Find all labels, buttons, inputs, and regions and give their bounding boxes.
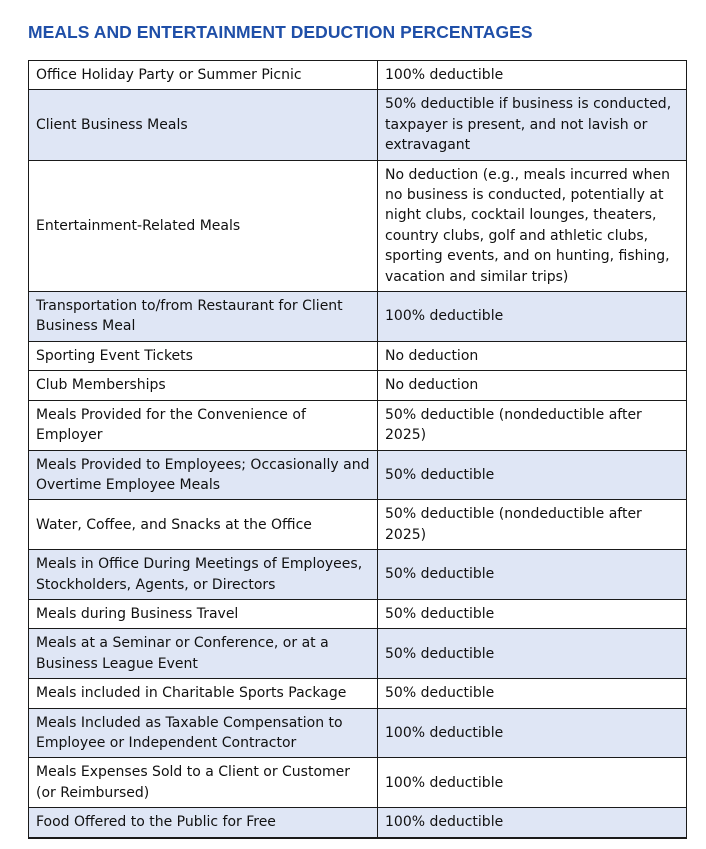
table-row <box>29 808 687 838</box>
item-cell: Food Offered to the Public for Free <box>29 808 378 838</box>
table-row <box>29 708 687 758</box>
table-row <box>29 90 687 160</box>
item-cell: Meals during Business Travel <box>29 599 378 628</box>
table-row <box>29 160 687 291</box>
table-row <box>29 550 687 600</box>
deduction-cell: 100% deductible <box>378 808 687 838</box>
item-cell: Sporting Event Tickets <box>29 341 378 370</box>
table-row <box>29 292 687 342</box>
item-cell: Meals Provided for the Convenience of Employer <box>29 400 378 450</box>
deduction-cell: 50% deductible <box>378 679 687 708</box>
item-cell: Meals Expenses Sold to a Client or Customer (or Reimbursed) <box>29 758 378 808</box>
table-row <box>29 450 687 500</box>
deduction-cell: 50% deductible <box>378 550 687 600</box>
deduction-cell: No deduction <box>378 341 687 370</box>
item-cell: Entertainment-Related Meals <box>29 160 378 291</box>
item-cell: Client Business Meals <box>29 90 378 160</box>
item-cell: Meals included in Charitable Sports Package <box>29 679 378 708</box>
deduction-cell: 100% deductible <box>378 292 687 342</box>
item-cell: Club Memberships <box>29 371 378 400</box>
item-cell: Meals in Office During Meetings of Employees, Stockholders, Agents, or Directors <box>29 550 378 600</box>
deduction-cell: 50% deductible <box>378 629 687 679</box>
item-cell: Meals Provided to Employees; Occasionally and Overtime Employee Meals <box>29 450 378 500</box>
deduction-cell: 50% deductible (nondeductible after 2025) <box>378 500 687 550</box>
deduction-cell: No deduction <box>378 371 687 400</box>
item-cell: Transportation to/from Restaurant for Client Business Meal <box>29 292 378 342</box>
deduction-cell: 100% deductible <box>378 758 687 808</box>
deduction-cell: 50% deductible if business is conducted, taxpayer is present, and not lavish or extravagant <box>378 90 687 160</box>
table-row <box>29 400 687 450</box>
deduction-cell: 100% deductible <box>378 61 687 90</box>
table-row <box>29 341 687 370</box>
deduction-cell: 100% deductible <box>378 708 687 758</box>
deduction-cell: 50% deductible (nondeductible after 2025) <box>378 400 687 450</box>
deduction-cell: No deduction (e.g., meals incurred when no business is conducted, potentially at night clubs, cocktail lounges, theaters, country clubs, golf and athletic clubs, sporting events, and on hunting, fishing, vacation and similar trips) <box>378 160 687 291</box>
table-row <box>29 599 687 628</box>
deduction-cell: 50% deductible <box>378 599 687 628</box>
deduction-table <box>28 60 687 839</box>
page-title: MEALS AND ENTERTAINMENT DEDUCTION PERCENTAGES <box>28 22 533 42</box>
table-row <box>29 758 687 808</box>
item-cell: Water, Coffee, and Snacks at the Office <box>29 500 378 550</box>
deduction-cell: 50% deductible <box>378 450 687 500</box>
table-row <box>29 61 687 90</box>
item-cell: Office Holiday Party or Summer Picnic <box>29 61 378 90</box>
item-cell: Meals Included as Taxable Compensation to Employee or Independent Contractor <box>29 708 378 758</box>
table-row <box>29 679 687 708</box>
table-row <box>29 629 687 679</box>
item-cell: Meals at a Seminar or Conference, or at a Business League Event <box>29 629 378 679</box>
table-row <box>29 500 687 550</box>
table-row <box>29 371 687 400</box>
